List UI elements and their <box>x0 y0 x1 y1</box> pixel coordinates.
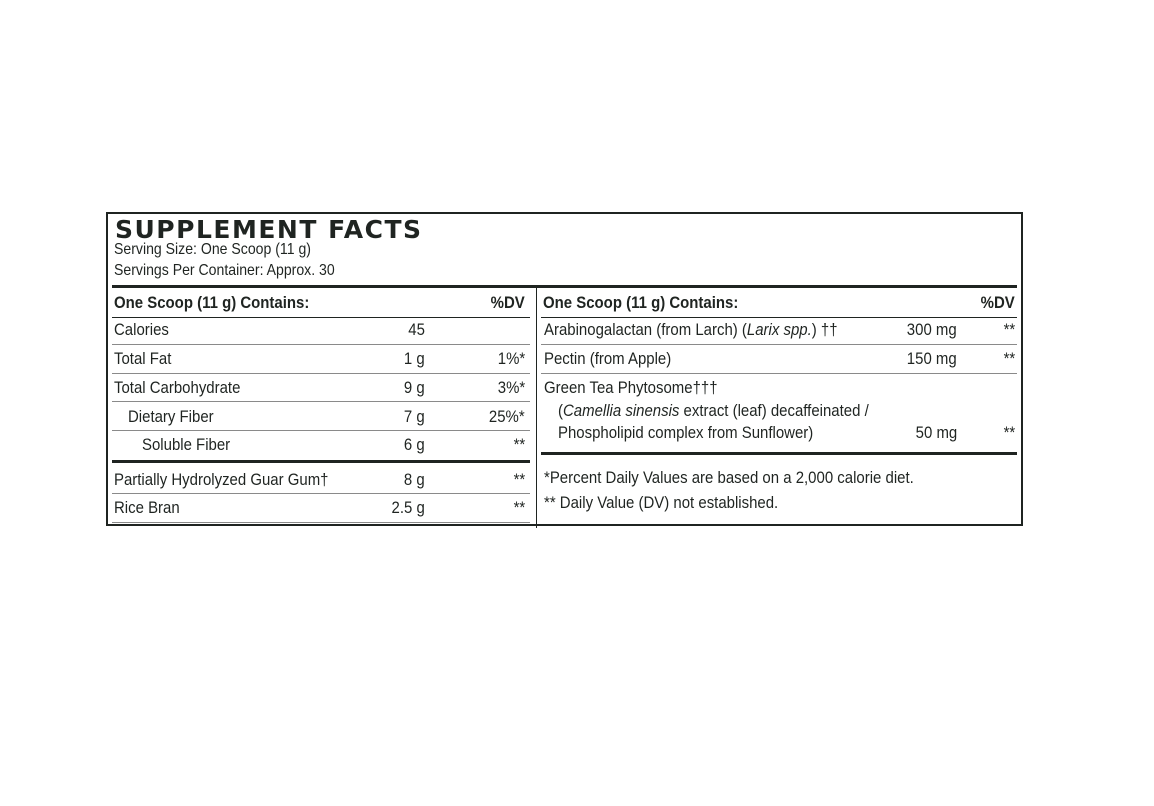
ingredient-dv: ** <box>1003 320 1015 339</box>
ingredient-amount: 150 mg <box>907 349 957 368</box>
row-divider <box>541 344 1017 345</box>
left-header-rule <box>112 317 530 318</box>
nutrient-amount: 45 <box>408 320 425 339</box>
nutrient-amount: 7 g <box>404 407 425 426</box>
nutrient-dv: 1%* <box>497 349 525 368</box>
ingredient-description <box>558 401 869 421</box>
left-dv-header: %DV <box>490 293 525 312</box>
ingredient-latin-name: Camellia sinensis <box>562 401 680 420</box>
ingredient-description-open: ( <box>558 401 563 420</box>
ingredient-description-text: extract (leaf) decaffeinated / <box>679 401 869 420</box>
right-contains-header: One Scoop (11 g) Contains: <box>543 293 739 312</box>
nutrient-name: Total Carbohydrate <box>114 378 241 397</box>
nutrient-amount: 8 g <box>404 470 425 489</box>
nutrient-dv: 3%* <box>497 378 525 397</box>
row-divider <box>112 373 530 374</box>
column-divider <box>536 288 537 528</box>
row-divider <box>112 522 530 523</box>
servings-per-container: Servings Per Container: Approx. 30 <box>114 262 335 279</box>
nutrient-name: Dietary Fiber <box>128 407 214 426</box>
row-divider <box>112 401 530 402</box>
header-divider <box>112 285 1017 288</box>
ingredient-amount: 50 mg <box>915 423 957 442</box>
nutrient-amount: 2.5 g <box>391 498 425 517</box>
left-contains-header: One Scoop (11 g) Contains: <box>114 293 310 312</box>
supplement-facts-panel <box>106 212 1023 526</box>
ingredient-dv: ** <box>1003 349 1015 368</box>
nutrient-dv: ** <box>513 470 525 489</box>
section-divider <box>112 460 530 463</box>
ingredient-name-suffix: ) †† <box>811 320 838 339</box>
nutrient-name: Total Fat <box>114 349 172 368</box>
ingredient-amount: 300 mg <box>907 320 957 339</box>
row-divider <box>112 493 530 494</box>
footnote-percent-dv: *Percent Daily Values are based on a 2,000 calorie diet. <box>544 468 914 487</box>
panel-title: SUPPLEMENT FACTS <box>115 215 423 244</box>
nutrient-name: Calories <box>114 320 169 339</box>
serving-size: Serving Size: One Scoop (11 g) <box>114 241 311 258</box>
ingredient-name: Green Tea Phytosome††† <box>544 378 718 397</box>
ingredient-description-line: Phospholipid complex from Sunflower) <box>558 423 814 442</box>
nutrient-amount: 9 g <box>404 378 425 397</box>
ingredient-name <box>544 320 838 340</box>
row-divider <box>112 430 530 431</box>
nutrient-name: Rice Bran <box>114 498 180 517</box>
ingredient-latin-name: Larix spp. <box>746 320 812 339</box>
ingredient-name: Pectin (from Apple) <box>544 349 672 368</box>
nutrient-amount: 6 g <box>404 435 425 454</box>
ingredient-name-text: Arabinogalactan (from Larch) ( <box>544 320 747 339</box>
section-divider <box>541 452 1017 455</box>
right-dv-header: %DV <box>980 293 1015 312</box>
nutrient-amount: 1 g <box>404 349 425 368</box>
nutrient-name: Partially Hydrolyzed Guar Gum† <box>114 470 329 489</box>
nutrient-dv: 25%* <box>489 407 525 426</box>
row-divider <box>112 344 530 345</box>
nutrient-name: Soluble Fiber <box>142 435 231 454</box>
nutrient-dv: ** <box>513 435 525 454</box>
right-header-rule <box>541 317 1017 318</box>
row-divider <box>541 373 1017 374</box>
nutrient-dv: ** <box>513 498 525 517</box>
footnote-dv-not-established: ** Daily Value (DV) not established. <box>544 493 779 512</box>
ingredient-dv: ** <box>1003 423 1015 442</box>
